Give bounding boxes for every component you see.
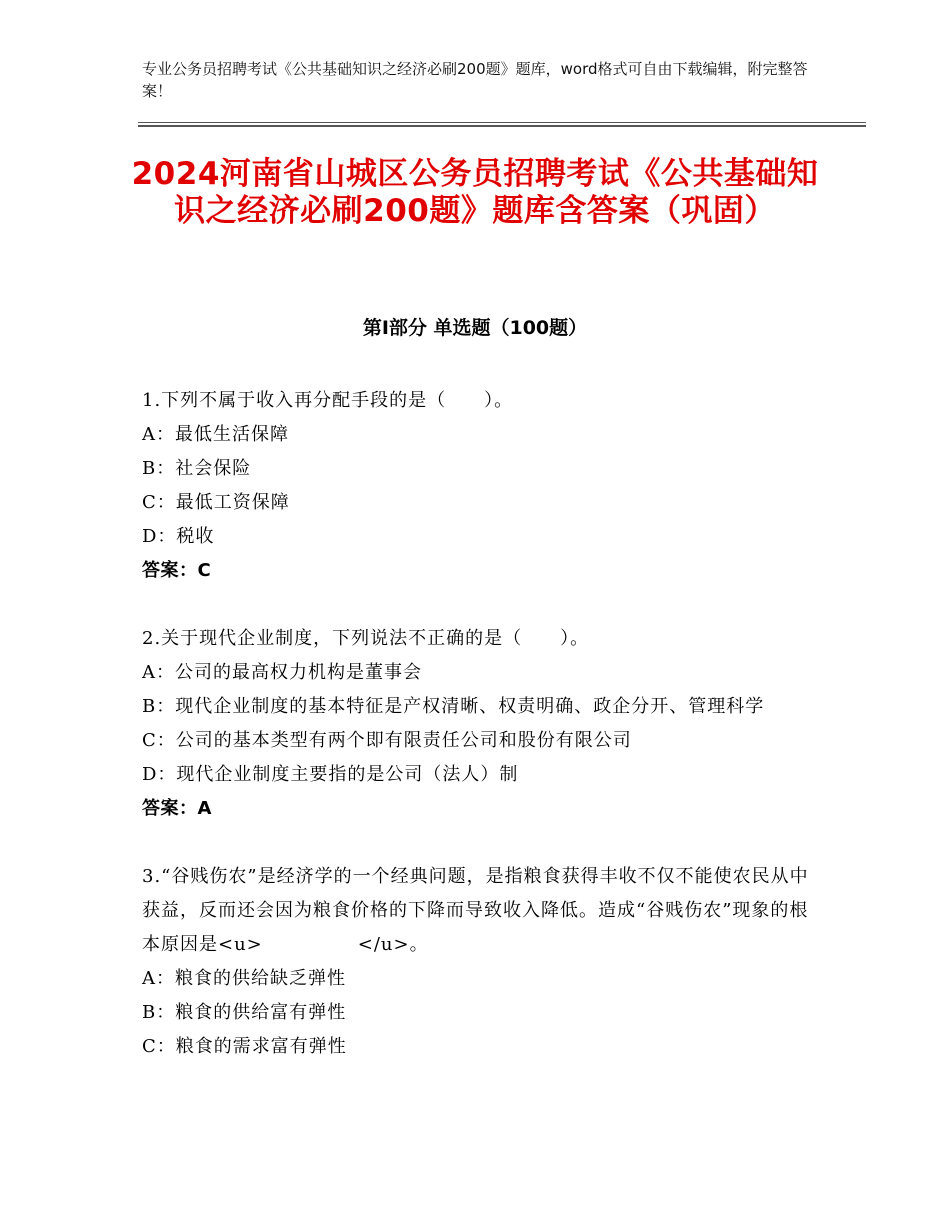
question-3	[142, 860, 822, 1064]
option-b: B：粮食的供给富有弹性	[142, 1002, 347, 1023]
option-c: C：粮食的需求富有弹性	[142, 1036, 347, 1057]
option-a: A：粮食的供给缺乏弹性	[142, 968, 346, 989]
spacer	[142, 588, 822, 622]
option-b: B：社会保险	[142, 458, 252, 479]
option-c: C：公司的基本类型有两个即有限责任公司和股份有限公司	[142, 730, 632, 751]
option-a: A：最低生活保障	[142, 424, 289, 445]
question-list	[142, 384, 822, 1064]
question-1	[142, 384, 822, 588]
header-note: 专业公务员招聘考试《公共基础知识之经济必刷200题》题库，word格式可自由下载编辑，附完整答案！	[142, 60, 808, 100]
header-rule-thin	[138, 122, 866, 123]
question-stem: 1.下列不属于收入再分配手段的是（ ）。	[142, 390, 514, 411]
document-title: 2024河南省山城区公务员招聘考试《公共基础知识之经济必刷200题》题库含答案（巩固）	[131, 156, 819, 229]
question-stem: 2.关于现代企业制度，下列说法不正确的是（ ）。	[142, 628, 590, 649]
option-d: D：现代企业制度主要指的是公司（法人）制	[142, 764, 519, 785]
option-b: B：现代企业制度的基本特征是产权清晰、权责明确、政企分开、管理科学	[142, 696, 765, 717]
spacer	[142, 826, 822, 860]
question-stem: 3.“谷贱伤农”是经济学的一个经典问题，是指粮食获得丰收不仅不能使农民从中获益，反而还会因为粮食价格的下降而导致收入降低。造成“谷贱伤农”现象的根本原因是<u> </u>。	[142, 866, 809, 955]
option-d: D：税收	[142, 526, 215, 547]
answer: 答案：A	[142, 798, 212, 819]
option-c: C：最低工资保障	[142, 492, 290, 513]
answer: 答案：C	[142, 560, 212, 581]
question-2	[142, 622, 822, 826]
section-title: 第Ⅰ部分 单选题（100题）	[362, 317, 588, 339]
header-rule-thick	[138, 125, 866, 127]
option-a: A：公司的最高权力机构是董事会	[142, 662, 422, 683]
